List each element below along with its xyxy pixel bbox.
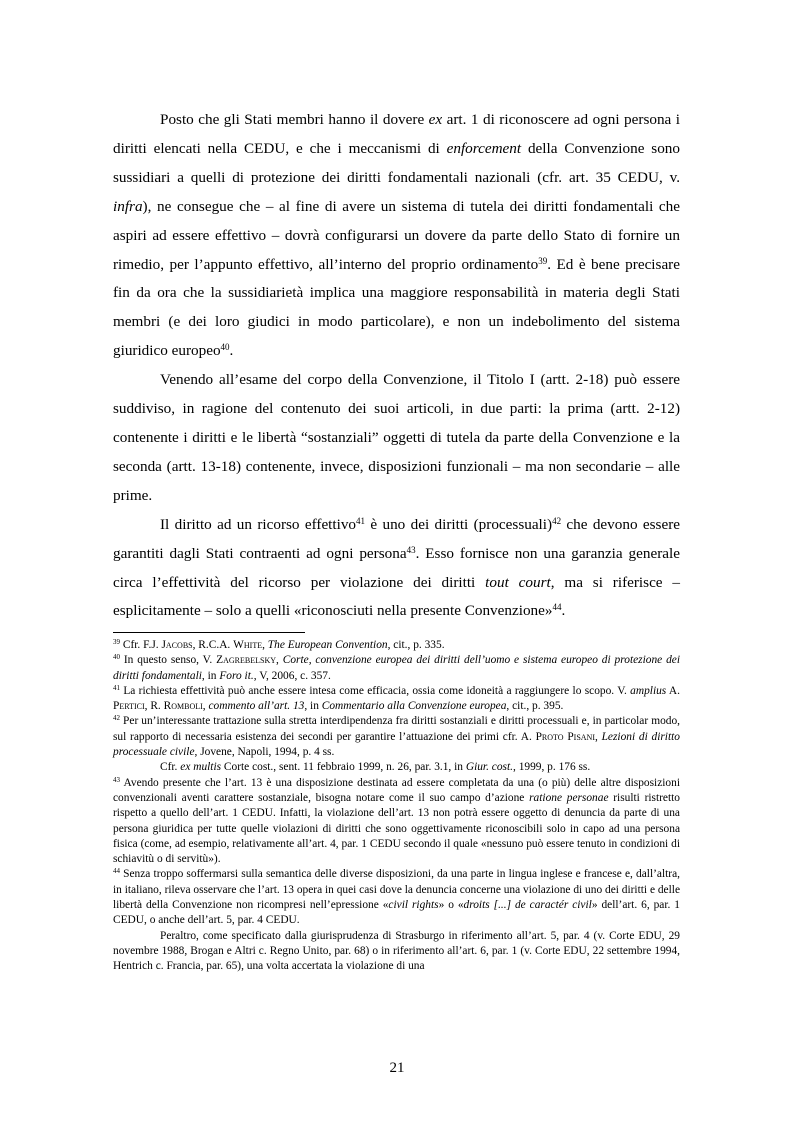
text-run-italic: civil rights (388, 899, 439, 912)
text-run: , V, 2006, c. 357. (253, 669, 331, 682)
text-run-italic: Corte, convenzione europea dei diritti dell’uomo e sistema europeo di protezione dei diritti fondamentali (113, 654, 680, 682)
footnote-ref-40: 40 (220, 342, 230, 353)
text-run: , (594, 730, 602, 743)
text-run: della Convenzione sono sussidiari a quelli di protezione dei diritti fondamentali nazionali (cfr. art. 35 CEDU, v. (113, 139, 680, 186)
text-run: art. 1 di riconoscere ad ogni persona i diritti elencati nella CEDU, e che i meccanismi di (113, 111, 680, 157)
footnote-number: 39 (113, 638, 120, 646)
footnotes (113, 638, 680, 975)
text-run: Cfr. F.J. (120, 639, 162, 651)
main-text (113, 106, 680, 626)
footnote-number: 42 (113, 714, 120, 723)
footnote-separator (113, 632, 305, 633)
paragraph-1 (113, 106, 680, 366)
text-run: Avendo presente che l’art. 13 è una disposizione destinata ad essere completata da una (o più) delle altre disposizioni convenzionali aventi carattere sostanziale, bisogna notare come il suo campo d’azione (113, 776, 680, 804)
text-run: Per un’interessante trattazione sulla stretta interdipendenza fra diritti sostanziali e diritti processuali e, in particolar modo, sul rapporto di necessaria esistenza dei secondi per garantire l’attuazione dei primi cfr. A. (113, 715, 680, 743)
footnote-39 (113, 638, 680, 653)
text-run: . Esso fornisce non una garanzia generale circa l’effettività del ricorso per violazione dei diritti (113, 544, 680, 591)
text-run: , cit., p. 395. (506, 700, 564, 713)
text-run-italic: Foro it. (219, 669, 254, 682)
author-name: Jacobs (161, 639, 193, 651)
footnote-ref-43: 43 (406, 544, 416, 555)
text-run: In questo senso, V. (120, 654, 217, 667)
text-run: , in (304, 700, 322, 713)
footnote-44 (113, 867, 680, 928)
text-run: A. (666, 684, 680, 697)
text-run: » o « (438, 899, 464, 912)
text-run-italic: Commentario alla Convenzione europea (321, 700, 507, 713)
author-name: Zagrebelsky (216, 654, 277, 667)
text-run: La richiesta effettività può anche essere intesa come efficacia, ossia come idoneità a raggiungere lo scopo. V. (120, 684, 631, 697)
footnote-41 (113, 684, 680, 715)
author-name: Pertici (113, 700, 145, 713)
text-run: ), ne consegue che – al fine di avere un sistema di tutela dei diritti fondamentali che aspiri ad essere effettivo – dovrà configurarsi un dovere da parte dello Stato di fornire un rimedio, per l’appunto effettivo, all’interno del proprio ordinamento (113, 197, 680, 273)
text-run: , cit., p. 335. (387, 639, 445, 651)
text-run: , R.C.A. (192, 639, 234, 651)
footnote-ref-39: 39 (538, 255, 548, 266)
text-run-italic: tout court (485, 573, 551, 591)
text-run: . Ed è bene precisare fin da ora che la sussidiarietà implica una maggiore responsabilità in materia degli Stati membri (e dei loro giudici in modo particolare), e non un indebolimento del sistema giuridico europeo (113, 255, 680, 360)
footnote-number: 41 (113, 683, 120, 692)
text-run: Posto che gli Stati membri hanno il dovere (160, 111, 429, 128)
footnote-number: 40 (113, 653, 120, 662)
footnote-43 (113, 776, 680, 868)
footnote-number: 43 (113, 775, 120, 784)
author-name: Proto Pisani (535, 730, 595, 743)
footnote-40 (113, 653, 680, 684)
footnote-42 (113, 714, 680, 760)
page-number: 21 (389, 1060, 405, 1076)
text-run-italic: ex multis (180, 761, 222, 774)
text-run-italic: The European Convention (267, 639, 388, 651)
text-run: , (202, 700, 209, 713)
text-run-italic: droits [...] de caractér civil (463, 899, 592, 912)
text-run: risulti ristretto rispetto a quello dell’art. 1 CEDU. Infatti, la violazione dell’art. 13 non potrà essere oggetto di denuncia da parte di una persona giuridica per tutte quelle violazioni di diritti che sono oggettivamente riconoscibili solo in capo ad una persona fisica (come, ad esempio, relativamente all’art. 4, par. 1 CEDU secondo il quale «nessuno può essere tenuto in condizioni di schiavitù o di servitù»). (113, 791, 680, 866)
text-run-italic: amplius (630, 684, 667, 697)
text-run: . (561, 602, 566, 620)
footnote-ref-44: 44 (552, 602, 562, 613)
text-run-italic: Lezioni di diritto processuale civile (113, 730, 680, 759)
footnote-ref-41: 41 (356, 515, 366, 526)
text-run-italic: ex (428, 111, 443, 128)
text-run: , (262, 639, 268, 651)
text-run: Corte cost., sent. 11 febbraio 1999, n. 26, par. 3.1, in (221, 761, 466, 774)
footnote-44-continued: Peraltro, come specificato dalla giurisprudenza di Strasburgo in riferimento all’art. 5, par. 4 (v. Corte EDU, 29 novembre 1988, Brogan e Altri c. Regno Unito, par. 68) o in riferimento all’art. 6, par. 1 (v. Corte EDU, 22 settembre 1994, Hentrich c. Francia, par. 65), una volta accertata la violazione di una (113, 929, 680, 973)
footnote-number: 44 (113, 867, 120, 876)
footnote-ref-42: 42 (552, 515, 562, 526)
text-run: , R. (144, 700, 164, 713)
text-run: Senza troppo soffermarsi sulla semantica delle diverse disposizioni, da una parte in lingua inglese e francese e, dall’altra, in italiano, rileva osservare che l’art. 13 opera in quei casi dove la denuncia concerne una violazione di uno dei diritti e delle libertà della Convenzione non ricompresi nell’epressione « (113, 868, 680, 912)
text-run-italic: Giur. cost. (465, 761, 513, 774)
text-run: , Jovene, Napoli, 1994, p. 4 ss. (194, 746, 335, 759)
author-name: White (233, 639, 263, 651)
text-run: , 1999, p. 176 ss. (513, 761, 591, 774)
text-run: , in (201, 669, 220, 682)
text-run-italic: ratione personae (529, 791, 609, 804)
text-run-italic: infra (113, 197, 143, 215)
text-run: Cfr. (160, 761, 181, 774)
author-name: Romboli (163, 700, 203, 713)
text-run-italic: commento all’art. 13 (208, 700, 305, 713)
text-run: , (276, 654, 283, 667)
text-run: che devono essere garantiti dagli Stati contraenti ad ogni persona (113, 515, 681, 562)
text-run: è uno dei diritti (processuali) (365, 515, 553, 533)
text-run: , ma si riferisce – esplicitamente – solo a quelli «riconosciuti nella presente Convenzione» (113, 573, 681, 620)
footnote-42-continued (113, 760, 680, 775)
text-run: . (229, 342, 234, 360)
paragraph-2: Venendo all’esame del corpo della Convenzione, il Titolo I (artt. 2-18) può essere suddiviso, in ragione del contenuto dei suoi articoli, in due parti: la prima (artt. 2-12) contenente i diritti e le libertà “sostanziali” oggetti di tutela da parte della Convenzione e la seconda (artt. 13-18) contenente, invece, disposizioni funzionali – ma non secondarie – alle prime. (113, 371, 680, 504)
text-run: Il diritto ad un ricorso effettivo (160, 515, 357, 533)
text-run: » dell’art. 6, par. 1 CEDU, o anche dell’art. 5, par. 4 CEDU. (113, 899, 681, 927)
paragraph-3 (113, 511, 680, 627)
text-run-italic: enforcement (446, 139, 522, 157)
